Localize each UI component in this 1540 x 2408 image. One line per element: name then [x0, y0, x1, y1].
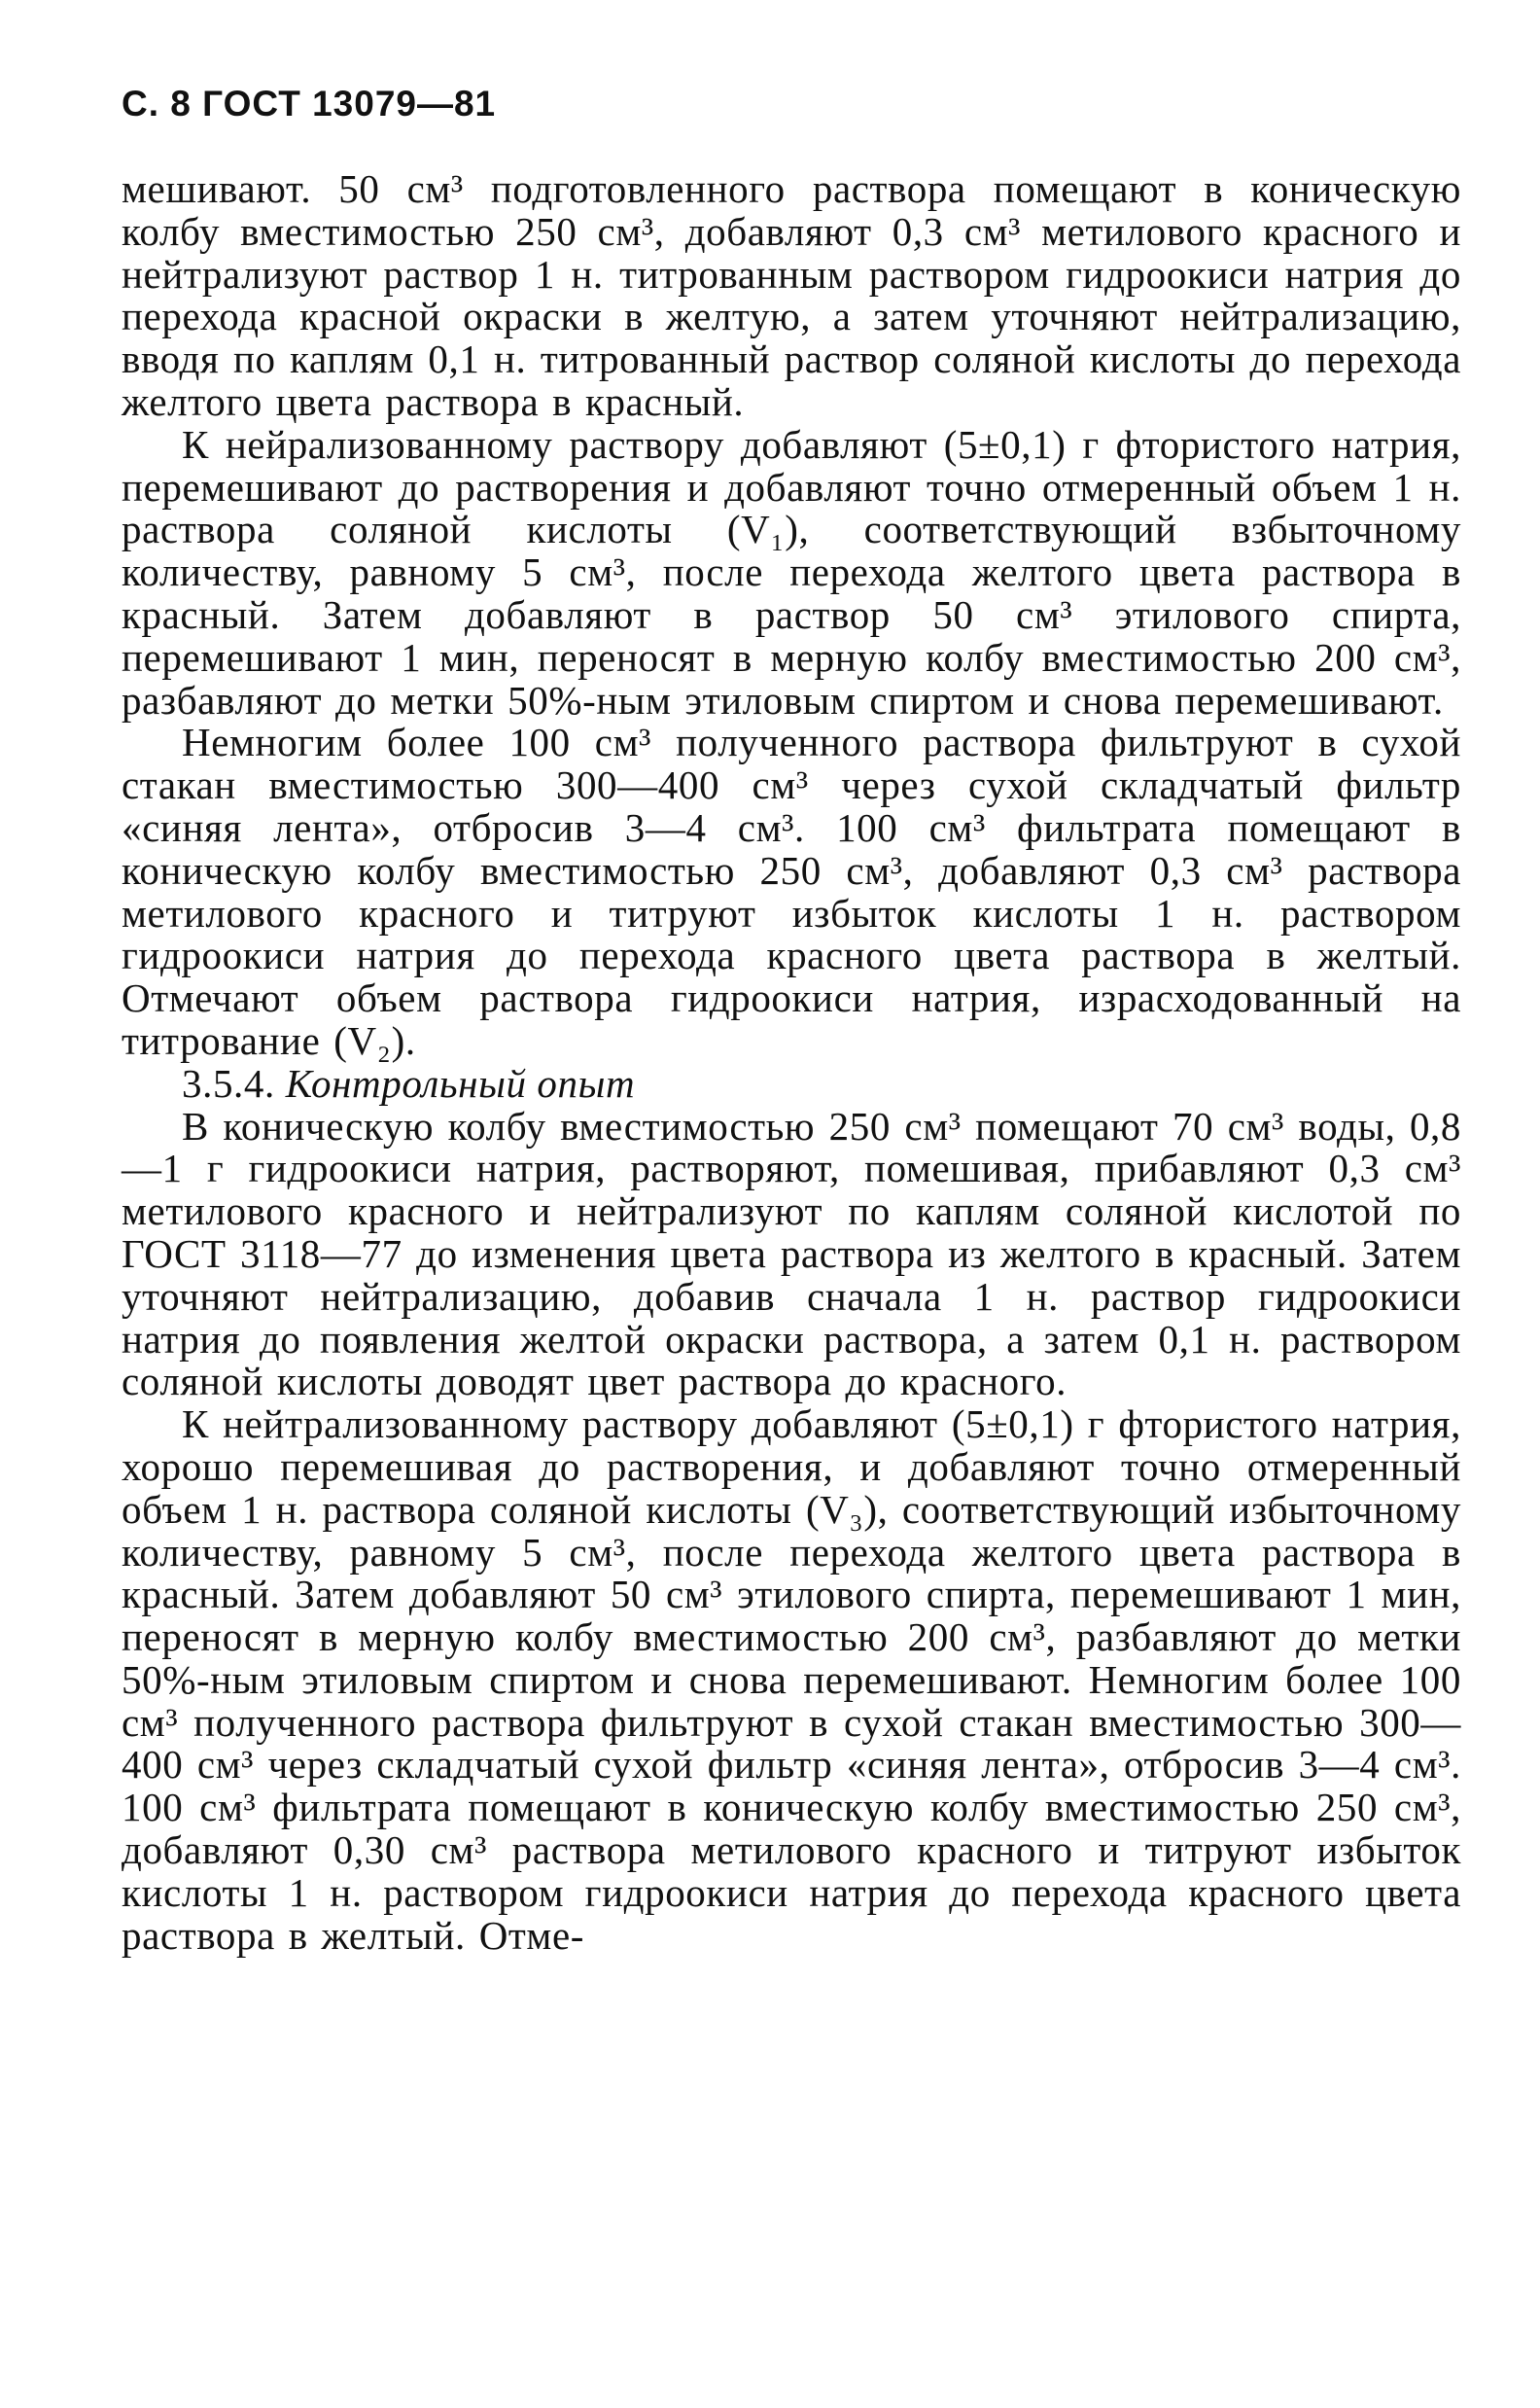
paragraph-fluoride-addition: К нейрализованному раствору добавляют (5±0,1) г фтористого натрия, перемешивают до растворения и добавляют точно отмеренный объем 1 н. раствора соляной кислоты (V₁), соответствующий взбыточному количеству, равному 5 см³, после перехода желтого цвета раствора в красный. Затем добавляют в раствор 50 см³ этилового спирта, перемешивают 1 мин, переносят в мерную колбу вместимостью 200 см³, разбавляют до метки 50%-ным этиловым спиртом и снова перемешивают. — [122, 421, 1461, 723]
page-header: С. 8 ГОСТ 13079—81 — [122, 84, 497, 124]
paragraph-control-titration: К нейтрализованному раствору добавляют (5±0,1) г фтористого натрия, хорошо перемешивая до растворения, и добавляют точно отмеренный объем 1 н. раствора соляной кислоты (V₃), соответствующий избыточному количеству, равному 5 см³, после перехода желтого цвета раствора в красный. Затем добавляют 50 см³ этилового спирта, перемешивают 1 мин, переносят в мерную колбу вместимостью 200 см³, разбавляют до метки 50%-ным этиловым спиртом и снова перемешивают. Немногим более 100 см³ полученного раствора фильтруют в сухой стакан вместимостью 300—400 см³ через складчатый сухой фильтр «синяя лента», отбросив 3—4 см³. 100 см³ фильтрата помещают в коническую колбу вместимостью 250 см³, добавляют 0,30 см³ раствора метилового красного и титруют избыток кислоты 1 н. раствором гидроокиси натрия до перехода красного цвета раствора в желтый. Отме- — [122, 1401, 1461, 1958]
paragraph-filtration-titration: Немногим более 100 см³ полученного раствора фильтруют в сухой стакан вместимостью 300—400 см³ через сухой складчатый фильтр «синяя лента», отбросив 3—4 см³. 100 см³ фильтрата помещают в коническую колбу вместимостью 250 см³, добавляют 0,3 см³ раствора метилового красного и титруют избыток кислоты 1 н. раствором гидроокиси натрия до перехода красного цвета раствора в желтый. Отмечают объем раствора гидроокиси натрия, израсходованный на титрование (V₂). — [122, 720, 1461, 1063]
section-heading-control-experiment — [122, 1060, 1461, 1106]
paragraph-continuation: мешивают. 50 см³ подготовленного раствора помещают в коническую колбу вместимостью 250 см³, добавляют 0,3 см³ метилового красного и нейтрализуют раствор 1 н. титрованным раствором гидроокиси натрия до перехода красной окраски в желтую, а затем уточняют нейтрализацию, вводя по каплям 0,1 н. титрованный раствор соляной кислоты до перехода желтого цвета раствора в красный. — [122, 166, 1461, 424]
body-text — [122, 168, 1461, 1957]
paragraph-control-neutralization: В коническую колбу вместимостью 250 см³ помещают 70 см³ воды, 0,8—1 г гидроокиси натрия, растворяют, помешивая, прибавляют 0,3 см³ метилового красного и нейтрализуют по каплям соляной кислотой по ГОСТ 3118—77 до изменения цвета раствора из желтого в красный. Затем уточняют нейтрализацию, добавив сначала 1 н. раствор гидроокиси натрия до появления желтой окраски раствора, а затем 0,1 н. раствором соляной кислоты доводят цвет раствора до красного. — [122, 1103, 1461, 1404]
section-title: Контрольный опыт — [285, 1060, 636, 1106]
section-number: 3.5.4. — [182, 1060, 275, 1106]
